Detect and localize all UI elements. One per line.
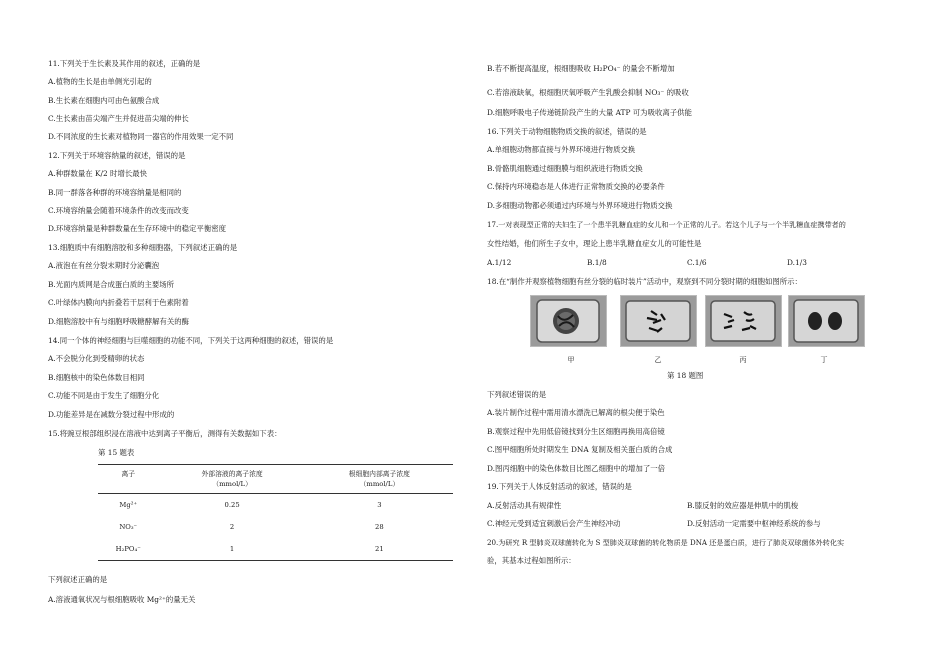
q18-option-c: C.图甲细胞所处时期发生 DNA 复制及相关蛋白质的合成 (487, 445, 673, 454)
q19-option-a: A.反射活动具有规律性 (487, 501, 562, 510)
cell-inside: 3 (377, 501, 382, 509)
q11-option-c: C.生长素由苗尖端产生并促进苗尖端的伸长 (48, 114, 189, 123)
micrograph-ding (788, 295, 865, 347)
q18-option-b: B.观察过程中先用低倍镜找到分生区细胞再换用高倍镜 (487, 427, 665, 436)
q19-option-d: D.反射活动一定需要中枢神经系统的参与 (687, 519, 821, 528)
q11-stem: 11.下列关于生长素及其作用的叙述，正确的是 (48, 59, 201, 68)
figure-label-yi: 乙 (654, 356, 662, 364)
micrograph-bing (705, 295, 782, 347)
column-header-ion: 离子 (98, 465, 158, 480)
q12-stem: 12.下列关于环境容纳量的叙述，错误的是 (48, 151, 186, 160)
q11-option-d: D.不同浓度的生长素对植物同一器官的作用效果一定不同 (48, 132, 234, 141)
q12-option-d: D.环境容纳量是种群数量在生存环境中的稳定平衡密度 (48, 224, 226, 233)
q15-option-c: C.若溶液缺氧，根细胞厌氧呼吸产生乳酸会抑制 NO₃⁻ 的吸收 (487, 88, 689, 97)
q18-after-text: 下列叙述错误的是 (487, 390, 547, 399)
cell-ion: H₂PO₄⁻ (98, 538, 158, 561)
q17-option-a: A.1/12 (487, 258, 512, 267)
q17-option-b: B.1/8 (587, 258, 607, 267)
q16-option-a: A.单细胞动物都直接与外界环境进行物质交换 (487, 145, 636, 154)
q18-option-d: D.图丙细胞中的染色体数目比图乙细胞中的增加了一倍 (487, 464, 665, 473)
q20-stem-line2: 验，其基本过程如图所示： (487, 556, 576, 565)
q18-option-a: A.装片制作过程中需用清水漂洗已解离的根尖便于染色 (487, 408, 665, 417)
q19-option-c: C.神经元受到适宜刺激后会产生神经冲动 (487, 519, 621, 528)
q11-option-a: A.植物的生长是由单侧光引起的 (48, 77, 152, 86)
q15-stem: 15.将豌豆根部组织浸在溶液中达到离子平衡后，测得有关数据如下表： (48, 429, 282, 438)
q15-table-caption: 第 15 题表 (98, 448, 135, 457)
q17-option-c: C.1/6 (687, 258, 707, 267)
q13-option-b: B.光面内质网是合成蛋白质的主要场所 (48, 280, 175, 289)
q18-figure-caption: 第 18 题图 (667, 371, 704, 380)
figure-label-jia: 甲 (567, 356, 575, 364)
q15-option-a: A.溶液通氧状况与根细胞吸收 Mg²⁺的量无关 (48, 595, 196, 604)
q16-option-b: B.骨骼肌细胞通过细胞膜与组织液进行物质交换 (487, 164, 643, 173)
q20-stem-line1: 20.为研究 R 型肺炎双球菌转化为 S 型肺炎双球菌的转化物质是 DNA 还是蛋白质，进行了肺炎双球菌体外转化实 (487, 538, 845, 547)
q17-option-d: D.1/3 (787, 258, 807, 267)
micrograph-jia (530, 295, 607, 347)
q15-option-d: D.细胞呼吸电子传递链阶段产生的大量 ATP 可为吸收离子供能 (487, 108, 692, 117)
q14-option-a: A.不会脱分化到受精卵的状态 (48, 354, 145, 363)
q16-option-d: D.多细胞动物都必须通过内环境与外界环境进行物质交换 (487, 201, 673, 210)
q16-stem: 16.下列关于动物细胞物质交换的叙述，错误的是 (487, 127, 647, 136)
cell-ion: Mg²⁺ (119, 501, 138, 509)
q17-stem-line2: 女性结婚，他们所生子女中，理论上患半乳糖血症女儿的可能性是 (487, 239, 702, 248)
q12-option-a: A.种群数量在 K/2 时增长最快 (48, 169, 148, 178)
table-row (98, 494, 453, 517)
table-row (98, 538, 453, 561)
q18-stem: 18.在“制作并观察植物细胞有丝分裂的临时装片”活动中，观察到不同分裂时期的细胞如图所示： (487, 277, 802, 286)
q14-option-c: C.功能不同是由于发生了细胞分化 (48, 391, 160, 400)
column-unit-inside: （mmol/L） (306, 479, 453, 494)
column-unit-ion (98, 479, 158, 494)
q16-option-c: C.保持内环境稳态是人体进行正常物质交换的必要条件 (487, 182, 665, 191)
cell-ion: NO₃⁻ (119, 523, 138, 531)
cell-inside: 28 (375, 523, 384, 531)
cell-inside: 21 (306, 538, 453, 561)
q13-option-d: D.细胞溶胶中有与细胞呼吸糖酵解有关的酶 (48, 317, 190, 326)
q14-stem: 14.同一个体的神经细胞与巨噬细胞的功能不同，下列关于这两种细胞的叙述，错误的是 (48, 336, 334, 345)
figure-label-ding: 丁 (820, 356, 828, 364)
q14-option-d: D.功能差异是在减数分裂过程中形成的 (48, 410, 175, 419)
q12-option-c: C.环境容纳量会随着环境条件的改变而改变 (48, 206, 189, 215)
figure-label-bing: 丙 (739, 356, 747, 364)
column-header-inside: 根细胞内部离子浓度 (306, 465, 453, 480)
q13-option-a: A.液泡在有丝分裂末期时分泌囊泡 (48, 261, 160, 270)
column-header-outside: 外部溶液的离子浓度 (158, 465, 305, 480)
q19-option-b: B.膝反射的效应器是伸肌中的肌梭 (687, 501, 799, 510)
column-unit-outside: （mmol/L） (158, 479, 305, 494)
q14-option-b: B.细胞核中的染色体数目相同 (48, 373, 145, 382)
q15-after-text: 下列叙述正确的是 (48, 575, 108, 584)
q13-option-c: C.叶绿体内膜向内折叠若干层利于色素附着 (48, 298, 189, 307)
micrograph-yi (620, 295, 697, 347)
q12-option-b: B.同一群落各种群的环境容纳量是相同的 (48, 188, 182, 197)
q17-stem-line1: 17.一对表现型正常的夫妇生了一个患半乳糖血症的女儿和一个正常的儿子。若这个儿子与一个半乳糖血症携带者的 (487, 220, 846, 229)
q11-option-b: B.生长素在细胞内可由色氨酸合成 (48, 96, 160, 105)
cell-outside: 1 (158, 538, 305, 561)
cell-outside: 2 (229, 523, 235, 531)
table-row (98, 516, 453, 538)
q13-stem: 13.细胞质中有细胞溶胶和多种细胞器，下列叙述正确的是 (48, 243, 238, 252)
q15-option-b: B.若不断提高温度，根细胞吸收 H₂PO₄⁻ 的量会不断增加 (487, 64, 675, 73)
cell-outside: 0.25 (224, 501, 240, 509)
q15-data-table (98, 464, 453, 561)
q19-stem: 19.下列关于人体反射活动的叙述，错误的是 (487, 482, 632, 491)
